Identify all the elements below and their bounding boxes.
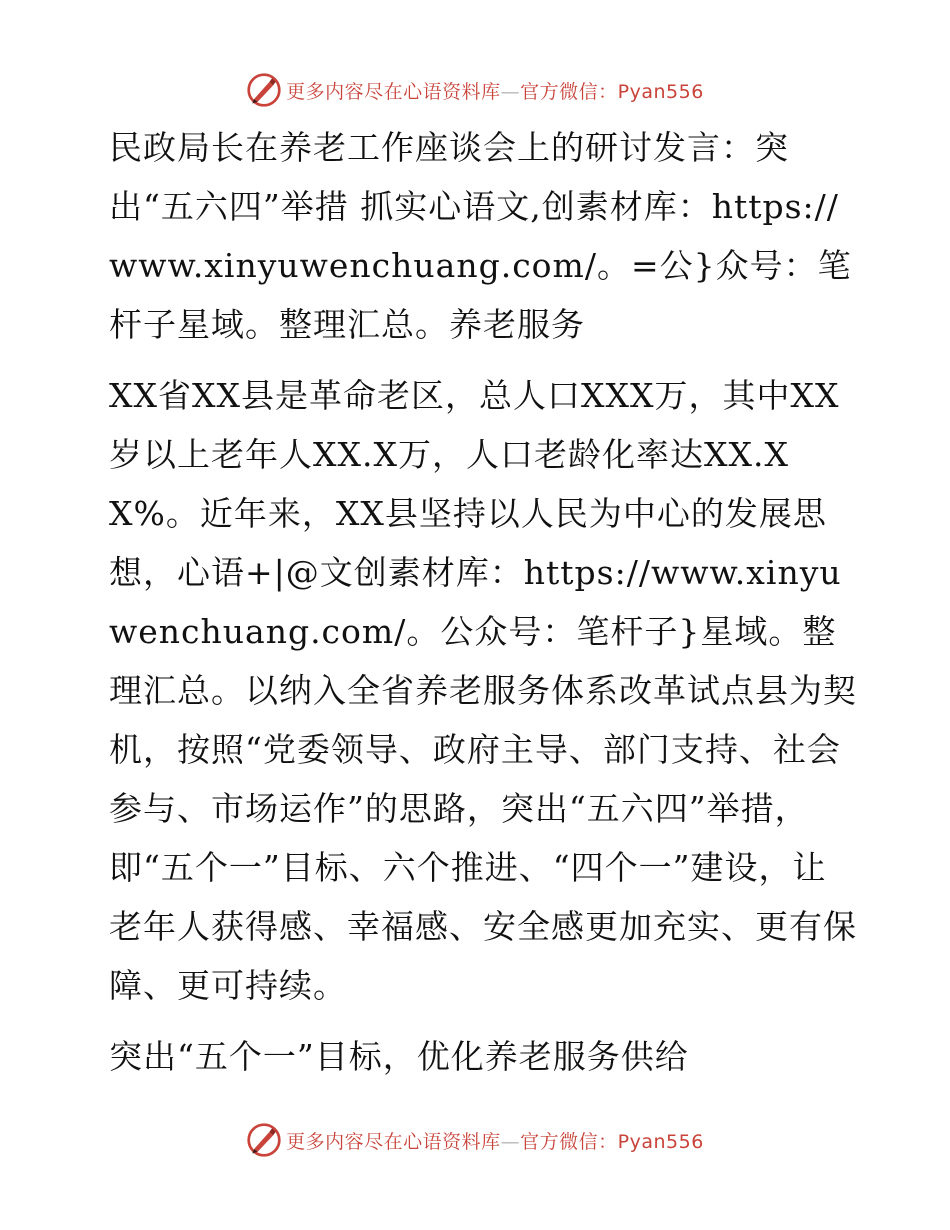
footer-watermark — [0, 1118, 950, 1162]
header-watermark — [0, 68, 950, 112]
pen-logo-icon — [246, 1122, 282, 1158]
document-title: 民政局长在养老工作座谈会上的研讨发言：突出“五六四”举措 抓实心语文,创素材库：https://www.xinyuwenchuang.com/。=公}众号：笔杆子星域。整理汇总。养老服务 — [109, 128, 852, 344]
body-paragraph: XX省XX县是革命老区，总人口XXX万，其中XX岁以上老年人XX.X万，人口老龄化率达XX.XX%。近年来，XX县坚持以人民为中心的发展思想，心语+|@文创素材库：https://www.xinyuwenchuang.com/。公众号：笔杆子}星域。整理汇总。以纳入全省养老服务体系改革试点县为契机，按照“党委领导、政府主导、部门支持、社会参与、市场运作”的思路，突出“五六四”举措，即“五个一”目标、六个推进、“四个一”建设，让老年人获得感、幸福感、安全感更加充实、更有保障、更可持续。 — [109, 376, 857, 1005]
pen-logo-icon — [246, 72, 282, 108]
watermark-text: 更多内容尽在心语资料库—官方微信：Pyan556 — [286, 80, 704, 103]
section-heading: 突出“五个一”目标，优化养老服务供给 — [109, 1037, 689, 1076]
watermark-text: 更多内容尽在心语资料库—官方微信：Pyan556 — [286, 1130, 704, 1153]
document-body — [97, 118, 857, 1098]
